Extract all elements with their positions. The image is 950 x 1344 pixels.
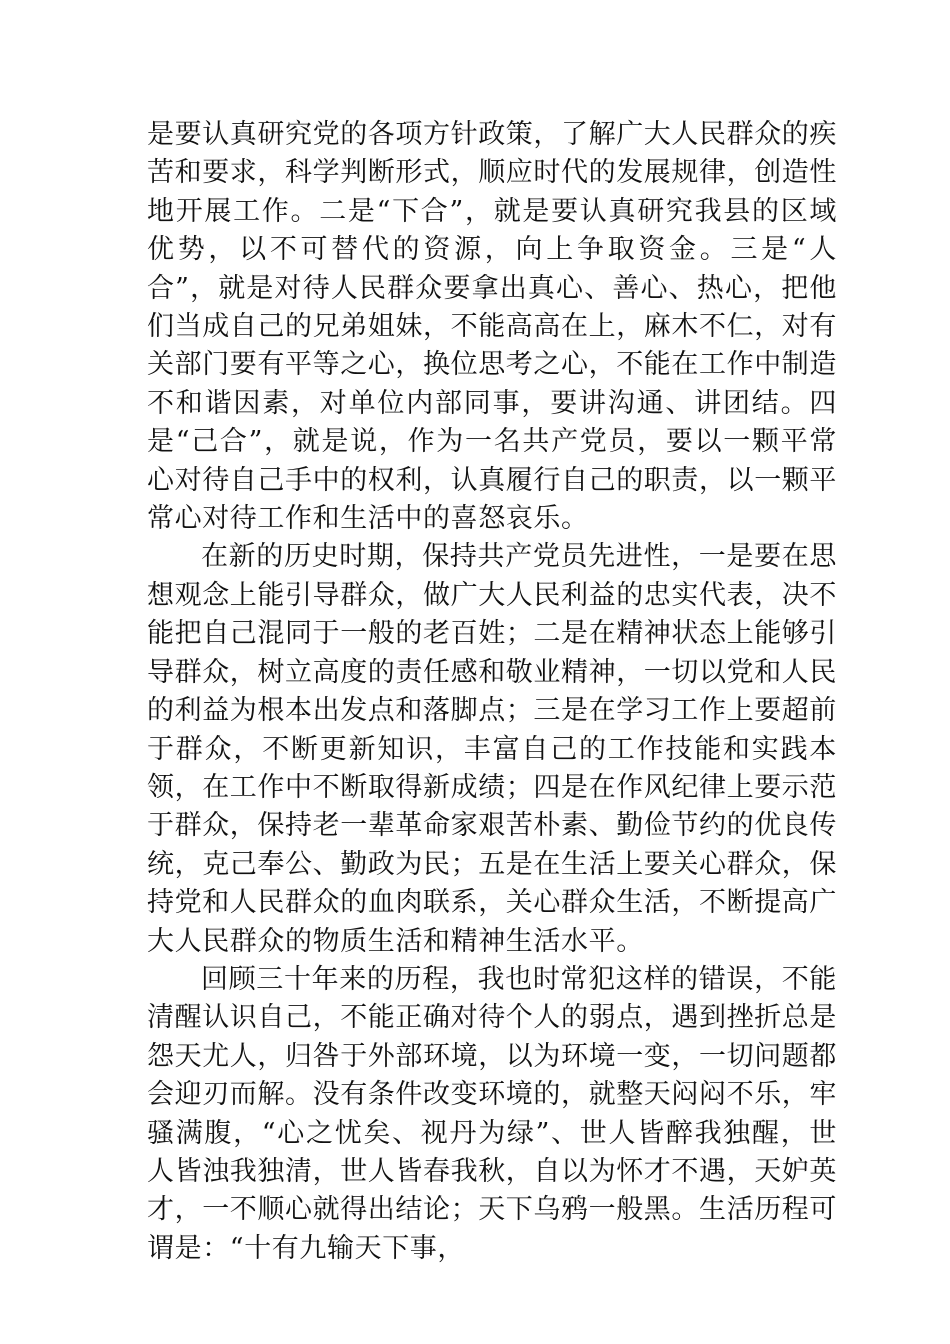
paragraph-1: 是要认真研究党的各项方针政策，了解广大人民群众的疾苦和要求，科学判断形式，顺应时代的发展规律，创造性地开展工作。二是“下合”，就是要认真研究我县的区域优势，以不可替代的资源，向上争取资金。三是“人合”，就是对待人民群众要拿出真心、善心、热心，把他们当成自己的兄弟姐妹，不能高高在上，麻木不仁，对有关部门要有平等之心，换位思考之心，不能在工作中制造不和谐因素，对单位内部同事，要讲沟通、讲团结。四是“己合”，就是说，作为一名共产党员，要以一颗平常心对待自己手中的权利，认真履行自己的职责，以一颗平常心对待工作和生活中的喜怒哀乐。	[147, 119, 837, 535]
paragraph-2: 在新的历史时期，保持共产党员先进性，一是要在思想观念上能引导群众，做广大人民利益的忠实代表，决不能把自己混同于一般的老百姓；二是在精神状态上能够引导群众，树立高度的责任感和敬业精神，一切以党和人民的利益为根本出发点和落脚点；三是在学习工作上要超前于群众，不断更新知识，丰富自己的工作技能和实践本领，在工作中不断取得新成绩；四是在作风纪律上要示范于群众，保持老一辈革命家艰苦朴素、勤俭节约的优良传统，克己奉公、勤政为民；五是在生活上要关心群众，保持党和人民群众的血肉联系，关心群众生活，不断提高广大人民群众的物质生活和精神生活水平。	[147, 541, 837, 957]
document-body	[147, 116, 837, 1268]
paragraph-3: 回顾三十年来的历程，我也时常犯这样的错误，不能清醒认识自己，不能正确对待个人的弱点，遇到挫折总是怨天尤人，归咎于外部环境，以为环境一变，一切问题都会迎刃而解。没有条件改变环境的，就整天闷闷不乐，牢骚满腹，“心之忧矣、视丹为绿”、世人皆醉我独醒，世人皆浊我独清，世人皆春我秋，自以为怀才不遇，天妒英才，一不顺心就得出结论；天下乌鸦一般黑。生活历程可谓是：“十有九输天下事，	[147, 963, 837, 1264]
